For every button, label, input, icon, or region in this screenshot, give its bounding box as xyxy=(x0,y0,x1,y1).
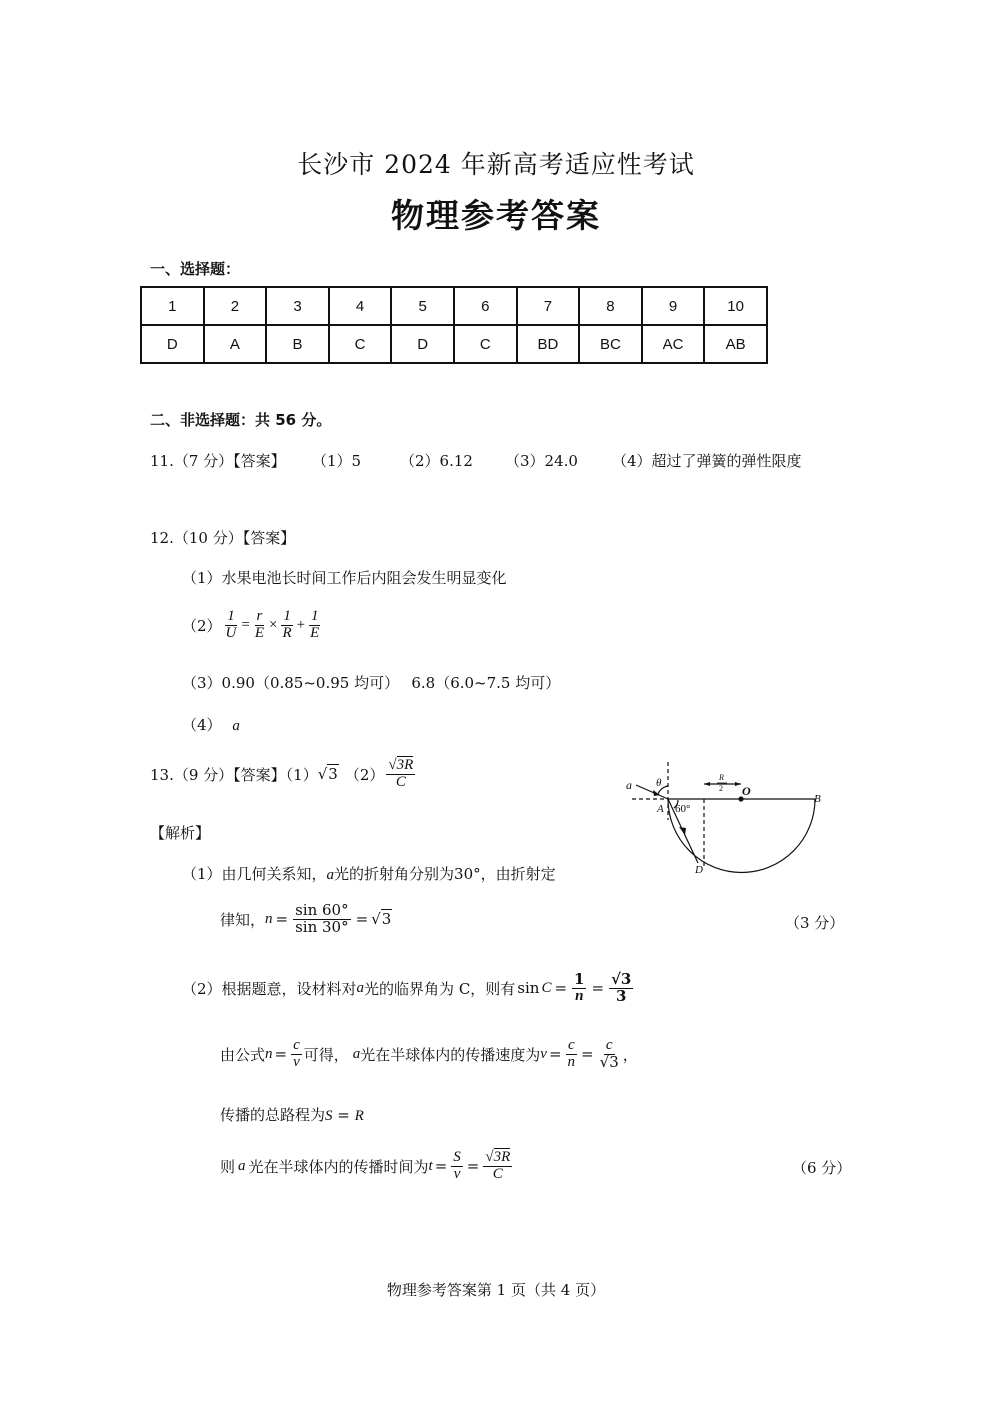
q13-p2-line1: （2）根据题意，设材料对 a 光的临界角为 C，则有 sin C = $\frac{1}{n}$ = $\frac{√3}{3}$ xyxy=(182,970,632,1005)
label-60: 60° xyxy=(675,803,691,815)
table-cell: C xyxy=(329,325,392,363)
q13-p2-score: （6 分） xyxy=(792,1159,852,1177)
table-cell: D xyxy=(141,325,204,363)
sin-ratio: $\frac{\sin 60^\circ}{\sin 30^\circ}$ xyxy=(295,901,349,936)
table-cell: 1 xyxy=(141,287,204,325)
table-cell: B xyxy=(266,325,329,363)
label-o: O xyxy=(742,784,751,798)
q11-answer-1: （1）5 xyxy=(312,452,362,470)
q13-answer-1: √3 xyxy=(317,765,338,784)
answer-table xyxy=(140,286,768,364)
table-cell: 2 xyxy=(204,287,267,325)
table-cell: AC xyxy=(642,325,705,363)
q12-answer-3: （3）0.90（0.85~0.95 均可） 6.8（6.0~7.5 均可） xyxy=(182,674,561,692)
q13-label: 13.（9 分）【答案】（1） xyxy=(150,765,318,784)
q11-answer-3: （3）24.0 xyxy=(505,452,578,470)
q12-answer-1: （1）水果电池长时间工作后内阻会发生明显变化 xyxy=(182,569,507,587)
table-cell: D xyxy=(391,325,454,363)
table-cell: 9 xyxy=(642,287,705,325)
table-cell: BD xyxy=(517,325,580,363)
table-cell: 6 xyxy=(454,287,517,325)
table-cell: BC xyxy=(579,325,642,363)
q12-answer-2 xyxy=(182,609,323,642)
label-b: B xyxy=(814,793,821,805)
label-a-point: A xyxy=(657,803,664,815)
analysis-label: 【解析】 xyxy=(150,824,211,842)
q12-answer-4 xyxy=(182,714,240,735)
q13-p2-line3: 传播的总路程为S = R xyxy=(220,1106,364,1124)
q13-mid: （2） xyxy=(344,765,385,784)
document-title: 物理参考答案 xyxy=(391,196,601,235)
table-cell: AB xyxy=(704,325,767,363)
q11-answer-4: （4）超过了弹簧的弹性限度 xyxy=(612,452,802,470)
formula-inverse-u: $\frac{1}{U}$ = $\frac{r}{E}$ × $\frac{1}{R}$ + $\frac{1}{E}$ xyxy=(225,608,320,641)
hemisphere-diagram xyxy=(620,760,830,880)
label-d: D xyxy=(695,864,703,876)
table-cell: 8 xyxy=(579,287,642,325)
page-footer: 物理参考答案第 1 页（共 4 页） xyxy=(386,1281,606,1299)
label-theta: θ xyxy=(656,777,662,789)
table-cell: 4 xyxy=(329,287,392,325)
table-cell: A xyxy=(204,325,267,363)
q12-label: 12.（10 分）【答案】 xyxy=(150,529,296,547)
q13-p1-score: （3 分） xyxy=(785,914,845,932)
q12-answer-2-prefix: （2） xyxy=(182,616,222,635)
label-r: R xyxy=(719,773,724,782)
section1-heading: 一、选择题： xyxy=(150,260,241,278)
table-cell: 3 xyxy=(266,287,329,325)
label-2: 2 xyxy=(719,784,723,793)
q13-p1-line1: （1）由几何关系知，a光的折射角分别为30°，由折射定 xyxy=(182,865,556,883)
q11-label: 11.（7 分）【答案】 xyxy=(150,452,286,470)
table-cell: 7 xyxy=(517,287,580,325)
table-cell: 5 xyxy=(391,287,454,325)
table-cell: C xyxy=(454,325,517,363)
q12-answer-4-value: a xyxy=(232,718,240,734)
q13-p2-line4: 则 a 光在半球体内的传播时间为 t = $\frac{S}{v}$ = $\frac{√3R}{C}$ xyxy=(220,1149,511,1182)
label-a: a xyxy=(626,778,632,792)
section2-heading: 二、非选择题：共 56 分。 xyxy=(150,411,332,429)
exam-title: 长沙市 2024 年新高考适应性考试 xyxy=(297,150,695,179)
q13-p2-line2: 由公式 n = $\frac{c}{v}$ 可得， a 光在半球体内的传播速度为 v = $\frac{c}{n}$ = $\frac{c}{√3}$ ， xyxy=(220,1037,638,1071)
q11-answer-2: （2）6.12 xyxy=(400,452,473,470)
refracted-arrow xyxy=(679,827,686,835)
table-row-numbers xyxy=(141,287,767,325)
q13-answer-line xyxy=(150,758,417,791)
q13-answer-2: $\frac{√3R}{C}$ xyxy=(388,757,414,790)
q13-p1-line2: 律知， n = $\frac{\sin 60^\circ}{\sin 30^\circ}$ = √3 xyxy=(220,901,392,936)
table-cell: 10 xyxy=(704,287,767,325)
table-row-answers xyxy=(141,325,767,363)
q12-answer-4-prefix: （4） xyxy=(182,716,222,734)
